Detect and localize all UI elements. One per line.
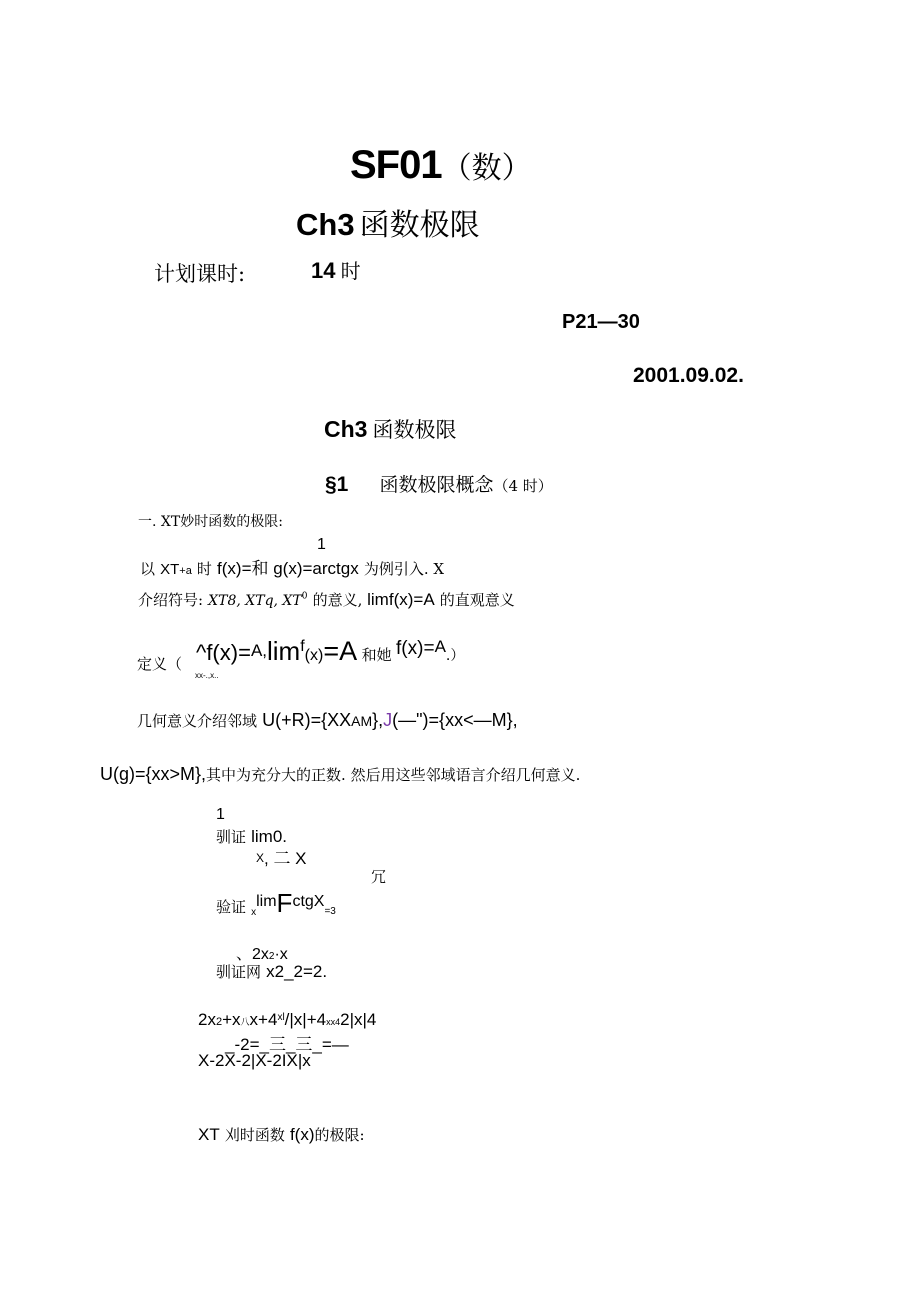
section-hours: （4 时） <box>493 477 553 495</box>
calculation-line-1: 2x2+x八$x+4^{xl}/|x|+4xx42|x|4$ <box>198 1010 377 1029</box>
date: 2001.09.02. <box>633 364 744 387</box>
intro-superscript: 1 <box>317 536 326 553</box>
title-paren: （数） <box>441 151 532 186</box>
calculation-line-3: X-2X-2|X-2IX|x <box>198 1051 311 1070</box>
example2-pi: 冗 <box>371 868 387 886</box>
example1-line: 驯证 lim0. <box>216 827 288 846</box>
intro-line: 以 XT+a 时 f(x)=和 g(x)=arctgx 为例引入. X <box>140 559 445 578</box>
example2-line: 验证 xlimFctgX=3 <box>216 888 336 918</box>
chapter-name: 函数极限 <box>359 208 480 243</box>
hours-label: 计划课时: <box>154 262 246 286</box>
document-title <box>350 143 532 188</box>
notation-line: 介绍符号: XT8, XTq, $XT^0$ 的意义, limf(x)=A 的直观意义 <box>138 590 515 609</box>
section-heading <box>325 470 553 497</box>
section-number: §1 <box>325 473 349 496</box>
page-range: P21—30 <box>562 311 640 333</box>
neighborhood-line: U(g)={xx>M},其中为充分大的正数. 然后用这些邻域语言介绍几何意义. <box>100 764 581 784</box>
chapter-heading <box>296 200 480 244</box>
example1-number: 1 <box>216 806 225 823</box>
example1-subscript: X, 二 X <box>256 849 307 868</box>
chapter-code: Ch3 <box>296 207 355 242</box>
geometry-line: 几何意义介绍邻域 U(+R)={XXAM},J(—")={xx<—M}, <box>137 710 518 730</box>
example3-line: 驯证网 x2_2=2. <box>216 962 328 981</box>
section-title: 函数极限概念 <box>379 474 494 496</box>
title-main: SF01 <box>350 143 442 187</box>
calculation-line-2: _-2=_三_三_=— <box>225 1035 349 1054</box>
definition-formula: ^f(x)=A,limf(x)=A 和她 f(x)=A.） <box>196 636 465 666</box>
definition-subscript: xx-.,x.. <box>195 671 219 680</box>
example3-top: 、2x2·x <box>236 946 288 963</box>
subsection-title: 一. XT妙时函数的极限: <box>138 514 283 530</box>
section-chapter-heading: Ch3 函数极限 <box>324 416 457 442</box>
definition-label: 定义（ <box>137 655 183 673</box>
hours-value: 14 时 <box>311 258 361 283</box>
next-topic-line: XT 刈时函数 f(x)的极限: <box>198 1125 365 1144</box>
